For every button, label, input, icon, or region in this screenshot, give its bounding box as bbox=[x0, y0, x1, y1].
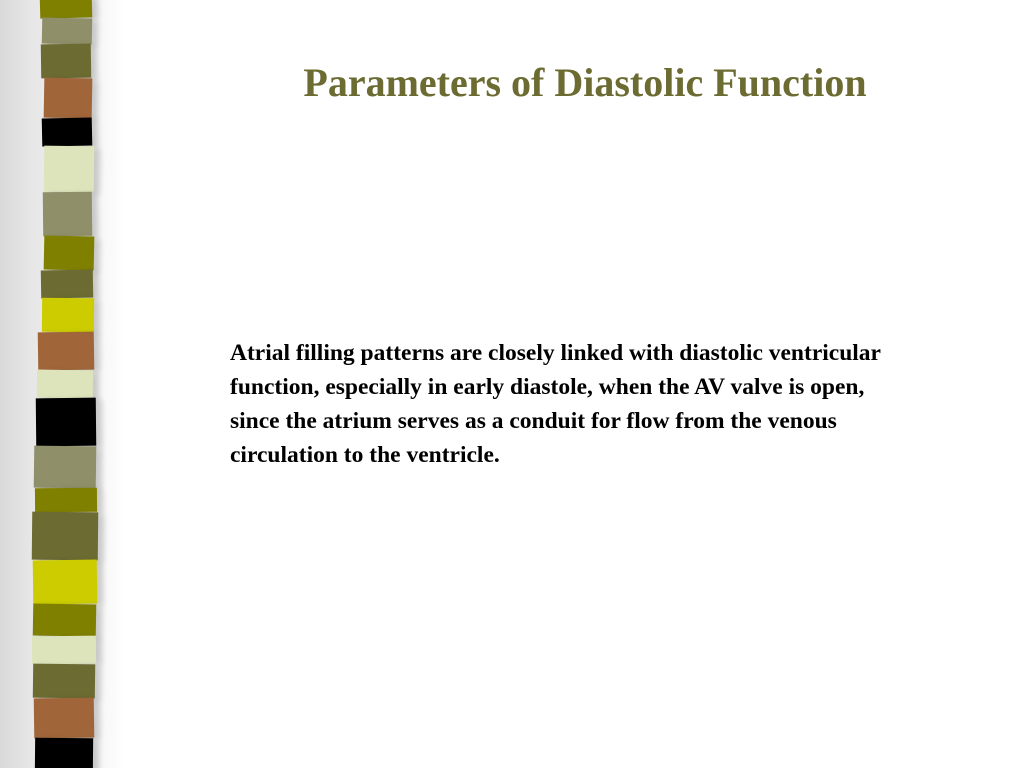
stripe-segment bbox=[44, 78, 93, 119]
stripe-segment bbox=[37, 370, 93, 399]
stripe-segment bbox=[34, 698, 95, 739]
stripe-segment bbox=[42, 298, 94, 333]
slide-title: Parameters of Diastolic Function bbox=[303, 60, 867, 105]
striped-bar bbox=[0, 0, 130, 768]
slide-body-text: Atrial filling patterns are closely linked with diastolic ventricular function, especially in early diastole, when the AV valve is open, since the atrium serves as a conduit for flow from the venous circulation to the ventricle. bbox=[230, 340, 881, 468]
stripe-segment bbox=[34, 446, 97, 489]
stripe-segment bbox=[41, 44, 91, 79]
stripe-segment bbox=[35, 488, 97, 513]
stripe-segment bbox=[43, 192, 92, 237]
stripe-segment bbox=[44, 146, 95, 193]
stripe-segment bbox=[41, 270, 93, 299]
stripe-segment bbox=[36, 398, 96, 447]
stripe-segment bbox=[44, 235, 95, 270]
stripe-segment bbox=[42, 17, 93, 44]
stripe-segment bbox=[33, 603, 97, 636]
stripe-segment bbox=[33, 560, 98, 605]
stripe-segment bbox=[35, 738, 93, 768]
stripe-segment bbox=[42, 117, 93, 146]
stripe-segment bbox=[40, 0, 93, 19]
stripe-segment bbox=[33, 664, 95, 699]
stripe-segment bbox=[32, 512, 98, 561]
stripe-segment bbox=[32, 636, 96, 665]
stripe-segment bbox=[38, 332, 95, 371]
